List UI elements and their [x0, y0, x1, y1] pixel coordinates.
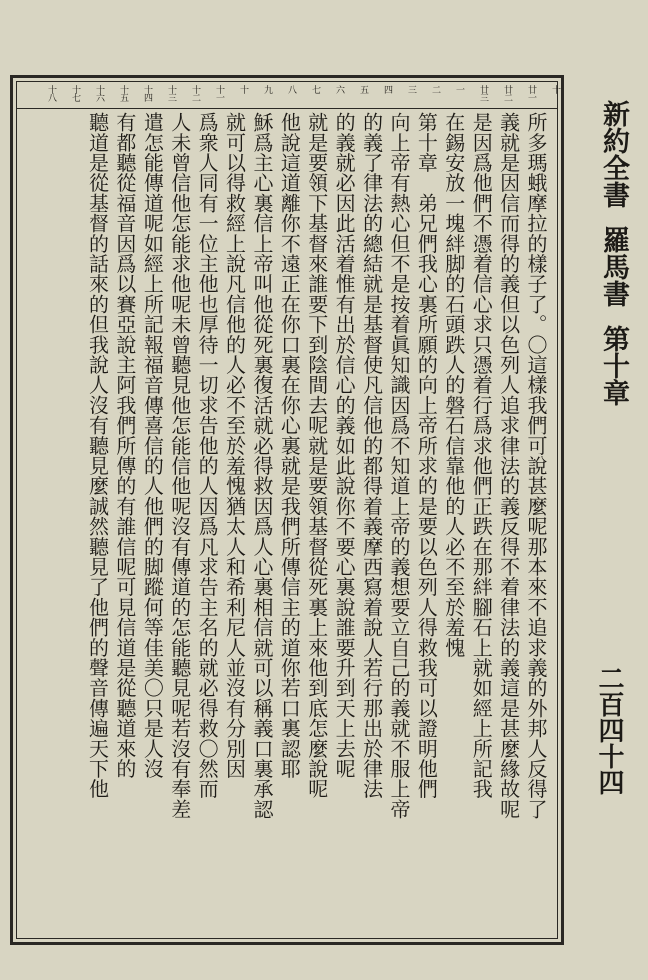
text-column: 他說這道離你不遠正在你口裏在你心裏就是我們所傳信主的道你若口裏認耶	[277, 112, 302, 779]
verse-number: 三	[406, 85, 416, 93]
text-column: 穌爲主心裏信上帝叫他從死裏復活就必得救因爲人心裏相信就可以稱義口裏承認	[249, 112, 274, 819]
verse-number: 十二	[190, 85, 200, 101]
verse-number: 十七	[70, 85, 80, 101]
text-column: 就可以得救經上說凡信他的人必不至於羞愧猶太人和希利尼人並沒有分別因	[222, 112, 247, 779]
verse-number: 十	[550, 85, 560, 93]
book-title: 新約全書	[598, 100, 629, 208]
chapter-label: 第十章	[598, 325, 629, 406]
verse-number: 九	[262, 85, 272, 93]
verse-number: 八	[286, 85, 296, 93]
text-column: 所多瑪蛾摩拉的樣子了。〇這樣我們可說甚麼呢那本來不追求義的外邦人反得了	[524, 112, 548, 819]
verse-number: 廿三	[478, 85, 488, 101]
text-column: 爲衆人同有一位主他也厚待一切求告他的人因爲凡求告主名的就必得救〇然而	[195, 112, 220, 799]
verse-number: 廿一	[526, 85, 536, 101]
chapter-heading-column: 第十章 弟兄們我心裏所願的向上帝所求的是要以色列人得救我可以證明他們	[414, 112, 439, 799]
verse-number: 一	[454, 85, 464, 93]
verse-number: 十五	[118, 85, 128, 101]
text-column: 聽道是從基督的話來的但我說人沒有聽見麼誠然聽見了他們的聲音傳遍天下他	[85, 112, 110, 799]
running-header	[577, 100, 633, 480]
verse-number: 十	[238, 85, 248, 93]
verse-number: 十三	[166, 85, 176, 101]
text-column: 向上帝有熱心但不是按着眞知識因爲不知道上帝的義想要立自己的義就不服上帝	[386, 112, 411, 819]
verse-number: 十六	[94, 85, 104, 101]
text-column: 是因爲他們不憑着信心求只憑着行爲求他們正跌在那絆腳石上就如經上所記我	[469, 112, 494, 799]
text-column: 的義就必因此活着惟有出於信心的義如此說你不要心裏說誰要升到天上去呢	[332, 112, 357, 779]
section-title: 羅馬書	[598, 226, 629, 307]
verse-number: 十八	[46, 85, 56, 101]
body-text	[23, 112, 549, 932]
verse-number: 五	[358, 85, 368, 93]
text-column: 就是要領下基督來誰要下到陰間去呢就是要領基督從死裏上來他到底怎麼說呢	[304, 112, 329, 799]
verse-number: 六	[334, 85, 344, 93]
text-column: 義就是因信而得的義但以色列人追求律法的義反得不着律法的義這是甚麼緣故呢	[496, 112, 521, 819]
verse-number: 七	[310, 85, 320, 93]
text-column: 有都聽從福音因爲以賽亞說主阿我們所傳的有誰信呢可見信道是從聽道來的	[112, 112, 137, 779]
text-column: 遣怎能傳道呢如經上所記報福音傳喜信的人他們的脚蹤何等佳美〇只是人沒	[140, 112, 165, 779]
text-column: 的義了律法的總結就是基督使凡信他的都得着義摩西寫着說人若行那出於律法	[359, 112, 384, 799]
verse-number: 十一	[214, 85, 224, 101]
text-frame-inner	[16, 81, 558, 939]
page-number: 二百四十四	[594, 665, 624, 795]
verse-number-strip	[17, 82, 560, 109]
verse-number: 廿二	[502, 85, 512, 101]
verse-number: 二	[430, 85, 440, 93]
verse-number: 十四	[142, 85, 152, 101]
text-frame	[10, 75, 564, 945]
verse-number: 四	[382, 85, 392, 93]
text-column: 人未曾信他怎能求他呢未曾聽見他怎能信他呢沒有傳道的怎能聽見呢若沒有奉差	[167, 112, 192, 819]
text-column: 在錫安放一塊絆脚的石頭跌人的磐石信靠他的人必不至於羞愧	[441, 112, 466, 658]
